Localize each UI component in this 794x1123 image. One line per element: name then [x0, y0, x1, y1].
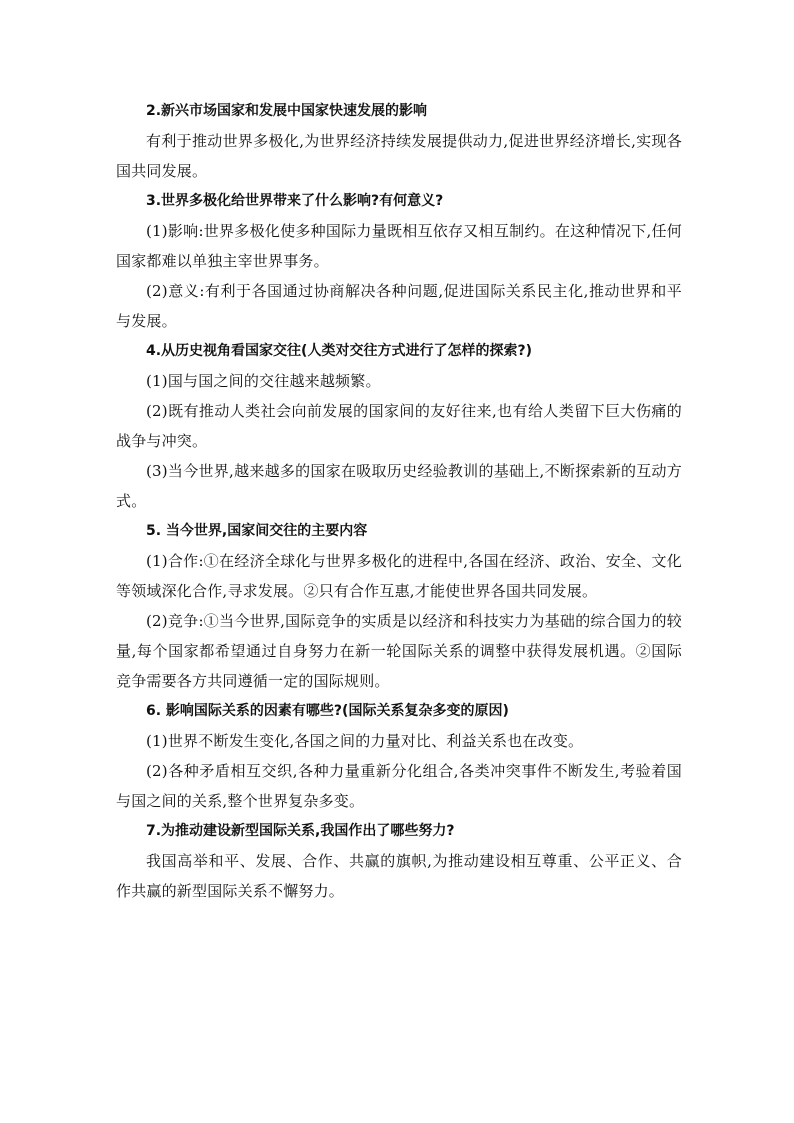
section-heading: 6. 影响国际关系的因素有哪些?(国际关系复杂多变的原因): [146, 703, 509, 719]
section-heading: 2.新兴市场国家和发展中国家快速发展的影响: [146, 103, 428, 119]
section-6: [116, 696, 682, 816]
section-4: [116, 336, 682, 516]
document-content: [116, 96, 682, 906]
section-paragraph: 有利于推动世界多极化,为世界经济持续发展提供动力,促进世界经济增长,实现各国共同发展。: [116, 132, 682, 180]
section-paragraph: (1)国与国之间的交往越来越频繁。: [146, 372, 381, 390]
section-7: [116, 816, 682, 906]
section-3: [116, 186, 682, 336]
section-paragraph: (2)各种矛盾相互交织,各种力量重新分化组合,各类冲突事件不断发生,考验着国与国之间的关系,整个世界复杂多变。: [116, 762, 682, 810]
section-paragraph: (2)意义:有利于各国通过协商解决各种问题,促进国际关系民主化,推动世界和平与发展。: [116, 282, 682, 330]
section-paragraph: (1)世界不断发生变化,各国之间的力量对比、利益关系也在改变。: [146, 732, 584, 750]
section-paragraph: (1)影响:世界多极化使多种国际力量既相互依存又相互制约。在这种情况下,任何国家都难以单独主宰世界事务。: [116, 222, 682, 270]
section-paragraph: (2)竞争:①当今世界,国际竞争的实质是以经济和科技实力为基础的综合国力的较量,每个国家都希望通过自身努力在新一轮国际关系的调整中获得发展机遇。②国际竞争需要各方共同遵循一定的国际规则。: [116, 612, 682, 690]
section-paragraph: (2)既有推动人类社会向前发展的国家间的友好往来,也有给人类留下巨大伤痛的战争与冲突。: [116, 402, 682, 450]
section-paragraph: 我国高举和平、发展、合作、共赢的旗帜,为推动建设相互尊重、公平正义、合作共赢的新型国际关系不懈努力。: [116, 852, 682, 900]
section-5: [116, 516, 682, 696]
section-heading: 5. 当今世界,国家间交往的主要内容: [146, 523, 368, 539]
section-heading: 3.世界多极化给世界带来了什么影响?有何意义?: [146, 193, 444, 209]
section-paragraph: (3)当今世界,越来越多的国家在吸取历史经验教训的基础上,不断探索新的互动方式。: [116, 462, 682, 510]
section-heading: 7.为推动建设新型国际关系,我国作出了哪些努力?: [146, 823, 455, 839]
section-paragraph: (1)合作:①在经济全球化与世界多极化的进程中,各国在经济、政治、安全、文化等领域深化合作,寻求发展。②只有合作互惠,才能使世界各国共同发展。: [116, 552, 682, 600]
section-2: [116, 96, 682, 186]
section-heading: 4.从历史视角看国家交往(人类对交往方式进行了怎样的探索?): [146, 343, 532, 359]
